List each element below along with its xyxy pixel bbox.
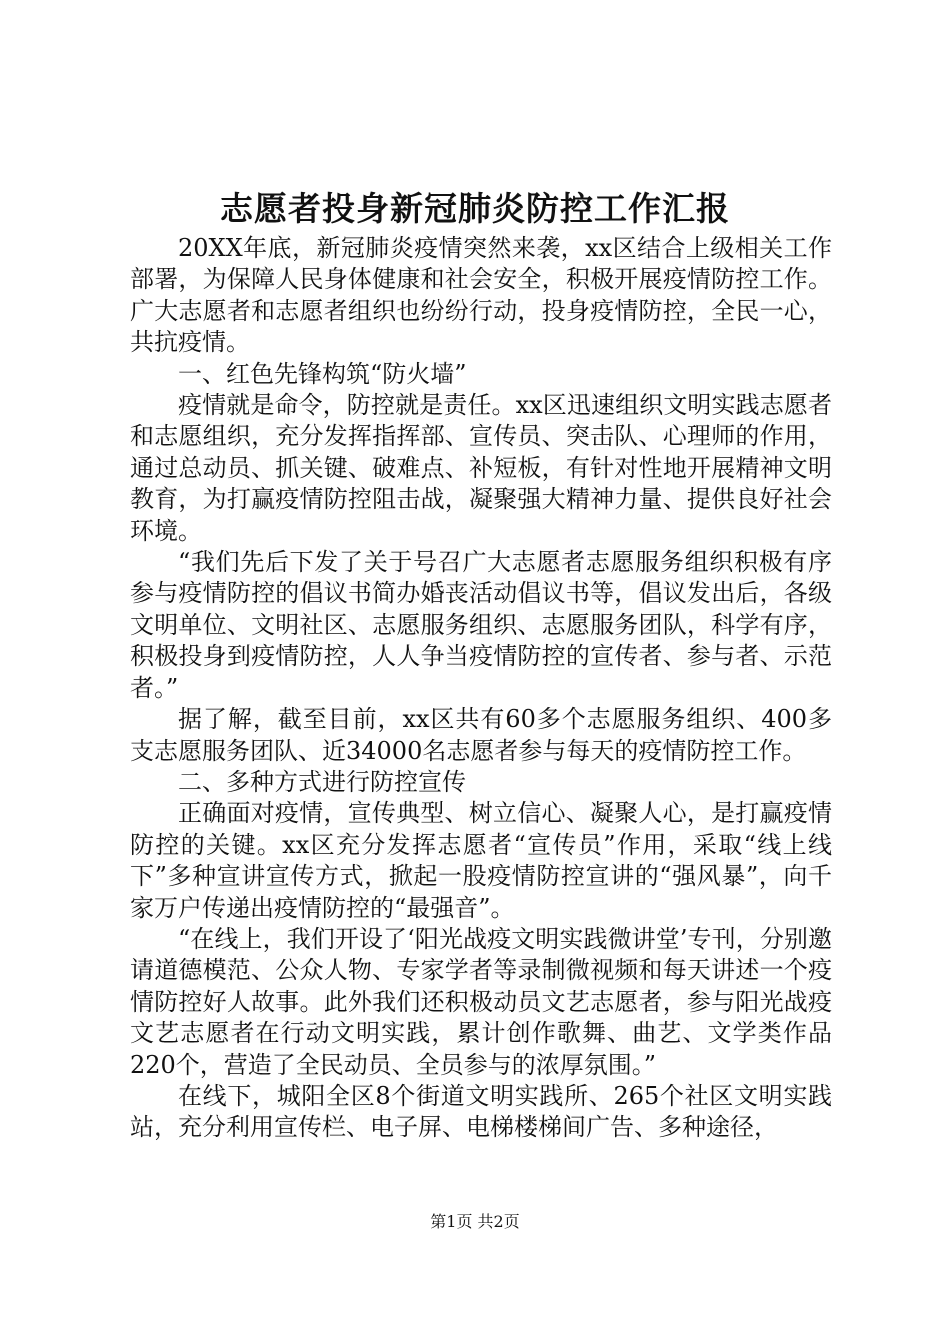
paragraph: 在线下，城阳全区8个街道文明实践所、265个社区文明实践站，充分利用宣传栏、电子屏、电梯楼梯间广告、多种途径，: [130, 1081, 832, 1142]
paragraph: 疫情就是命令，防控就是责任。xx区迅速组织文明实践志愿者和志愿组织，充分发挥指挥部、宣传员、突击队、心理师的作用，通过总动员、抓关键、破难点、补短板，有针对性地开展精神文明教育，为打赢疫情防控阻击战，凝聚强大精神力量、提供良好社会环境。: [130, 391, 832, 545]
paragraph-intro: 20XX年底，新冠肺炎疫情突然来袭，xx区结合上级相关工作部署，为保障人民身体健康和社会安全，积极开展疫情防控工作。广大志愿者和志愿者组织也纷纷行动，投身疫情防控，全民一心，共抗疫情。: [130, 234, 832, 357]
page-number-footer: 第1页 共2页: [430, 1212, 520, 1231]
paragraph: 据了解，截至目前，xx区共有60多个志愿服务组织、400多支志愿服务团队、近34000名志愿者参与每天的疫情防控工作。: [130, 705, 832, 765]
section-heading-1: 一、红色先锋构筑“防火墙”: [178, 359, 467, 388]
document-body: [130, 233, 832, 1144]
paragraph-quote: “在线上，我们开设了‘阳光战疫文明实践微讲堂’专刊，分别邀请道德模范、公众人物、专家学者等录制微视频和每天讲述一个疫情防控好人故事。此外我们还积极动员文艺志愿者，参与阳光战疫文艺志愿者在行动文明实践，累计创作歌舞、曲艺、文学类作品220个，营造了全民动员、全员参与的浓厚氛围。”: [130, 924, 832, 1079]
section-heading-2: 二、多种方式进行防控宣传: [178, 767, 466, 796]
document-title: 志愿者投身新冠肺炎防控工作汇报: [220, 189, 730, 228]
paragraph-quote: “我们先后下发了关于号召广大志愿者志愿服务组织积极有序参与疫情防控的倡议书简办婚丧活动倡议书等，倡议发出后，各级文明单位、文明社区、志愿服务组织、志愿服务团队，科学有序，积极投身到疫情防控，人人争当疫情防控的宣传者、参与者、示范者。”: [130, 548, 832, 702]
paragraph: 正确面对疫情，宣传典型、树立信心、凝聚人心，是打赢疫情防控的关键。xx区充分发挥志愿者“宣传员”作用，采取“线上线下”多种宣讲宣传方式，掀起一股疫情防控宣讲的“强风暴”，向千家万户传递出疫情防控的“最强音”。: [130, 799, 832, 922]
